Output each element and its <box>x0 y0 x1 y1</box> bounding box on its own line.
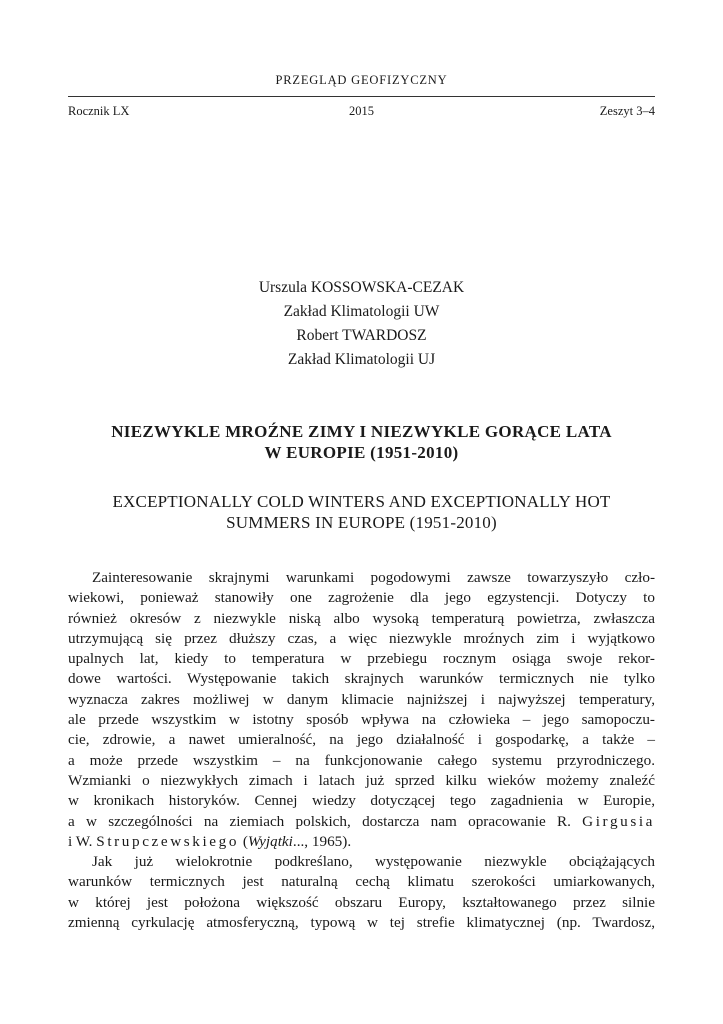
cited-author: Girgusia <box>582 812 656 830</box>
body-text-run: i W. <box>68 832 93 850</box>
issue-meta <box>68 104 655 122</box>
cited-author: Strupczewskiego <box>96 832 240 850</box>
volume-label: Rocznik LX <box>68 104 130 118</box>
body-text <box>68 568 655 933</box>
body-line: warunków termicznych jest naturalną cechą klimatu szerokości umiarkowanych, <box>68 873 655 891</box>
year-label: 2015 <box>349 104 374 118</box>
body-line: Jak już wielokrotnie podkreślano, występowanie niezwykle obciążających <box>92 853 655 871</box>
title-polish-line: W EUROPIE (1951-2010) <box>264 443 459 462</box>
body-line: w kronikach historyków. Cennej wiedzy dotyczącej tego zagadnienia w Europie, <box>68 792 655 810</box>
body-line: wiekowi, ponieważ stanowiły one zagrożenie dla jego egzystencji. Dotyczy to <box>68 589 655 607</box>
author-block <box>0 276 723 372</box>
body-line: Wzmianki o niezwykłych zimach i latach już sprzed kilku wieków możemy znaleźć <box>68 771 655 789</box>
journal-title: PRZEGLĄD GEOFIZYCZNY <box>275 73 448 87</box>
citation-rest: ..., 1965). <box>292 832 352 850</box>
body-line: utrzymującą się przez dłuższy czas, a więc niezwykle mroźnych zim i wyjątkowo <box>68 629 655 647</box>
author-affiliation: Zakład Klimatologii UW <box>283 303 440 320</box>
body-line: również okresów z niezwykle niską albo wysoką temperaturą powietrza, zwłaszcza <box>68 609 655 627</box>
citation-open: ( <box>242 832 248 850</box>
body-line: dowe wartości. Występowanie takich skrajnych warunków termicznych nie tylko <box>68 670 655 688</box>
body-line: Zainteresowanie skrajnymi warunkami pogodowymi zawsze towarzyszyło czło- <box>92 569 655 586</box>
issue-label: Zeszyt 3–4 <box>599 104 655 118</box>
body-text-run: a w szczególności na ziemiach polskich, dostarcza nam opracowanie R. <box>68 812 571 830</box>
title-polish-line: NIEZWYKLE MROŹNE ZIMY I NIEZWYKLE GORĄCE LATA <box>111 422 612 441</box>
body-line: cie, zdrowie, a nawet umieralność, na jego działalność i gospodarkę, a także – <box>68 731 655 749</box>
body-line: w której jest położona większość obszaru Europy, kształtowanego przez silnie <box>68 893 655 911</box>
author-affiliation: Zakład Klimatologii UJ <box>287 351 436 368</box>
body-line-citation <box>68 832 655 852</box>
body-line: zmienną cyrkulację atmosferyczną, typową w tej strefie klimatycznej (np. Twardosz, <box>68 914 655 932</box>
author-name: Urszula KOSSOWSKA-CEZAK <box>258 279 465 296</box>
body-line: wyznacza zakres możliwej w danym klimacie najniższej i najwyższej temperatury, <box>68 690 655 708</box>
header-rule <box>68 96 655 97</box>
title-english-line: SUMMERS IN EUROPE (1951-2010) <box>226 513 497 532</box>
body-line: a może przede wszystkim – na funkcjonowanie całego systemu przyrodniczego. <box>68 751 655 769</box>
author-name: Robert TWARDOSZ <box>296 327 427 344</box>
body-line: ale przede wszystkim w istotny sposób wpływa na człowieka – jego samopoczu- <box>68 711 655 729</box>
title-english-line: EXCEPTIONALLY COLD WINTERS AND EXCEPTIONALLY HOT <box>112 492 611 511</box>
title-english <box>68 491 655 533</box>
body-line-citation <box>68 812 655 832</box>
title-polish <box>68 421 655 463</box>
cited-title: Wyjątki <box>247 832 293 850</box>
body-line: upalnych lat, kiedy to temperatura w przebiegu rocznym osiąga swoje rekor- <box>68 650 655 668</box>
